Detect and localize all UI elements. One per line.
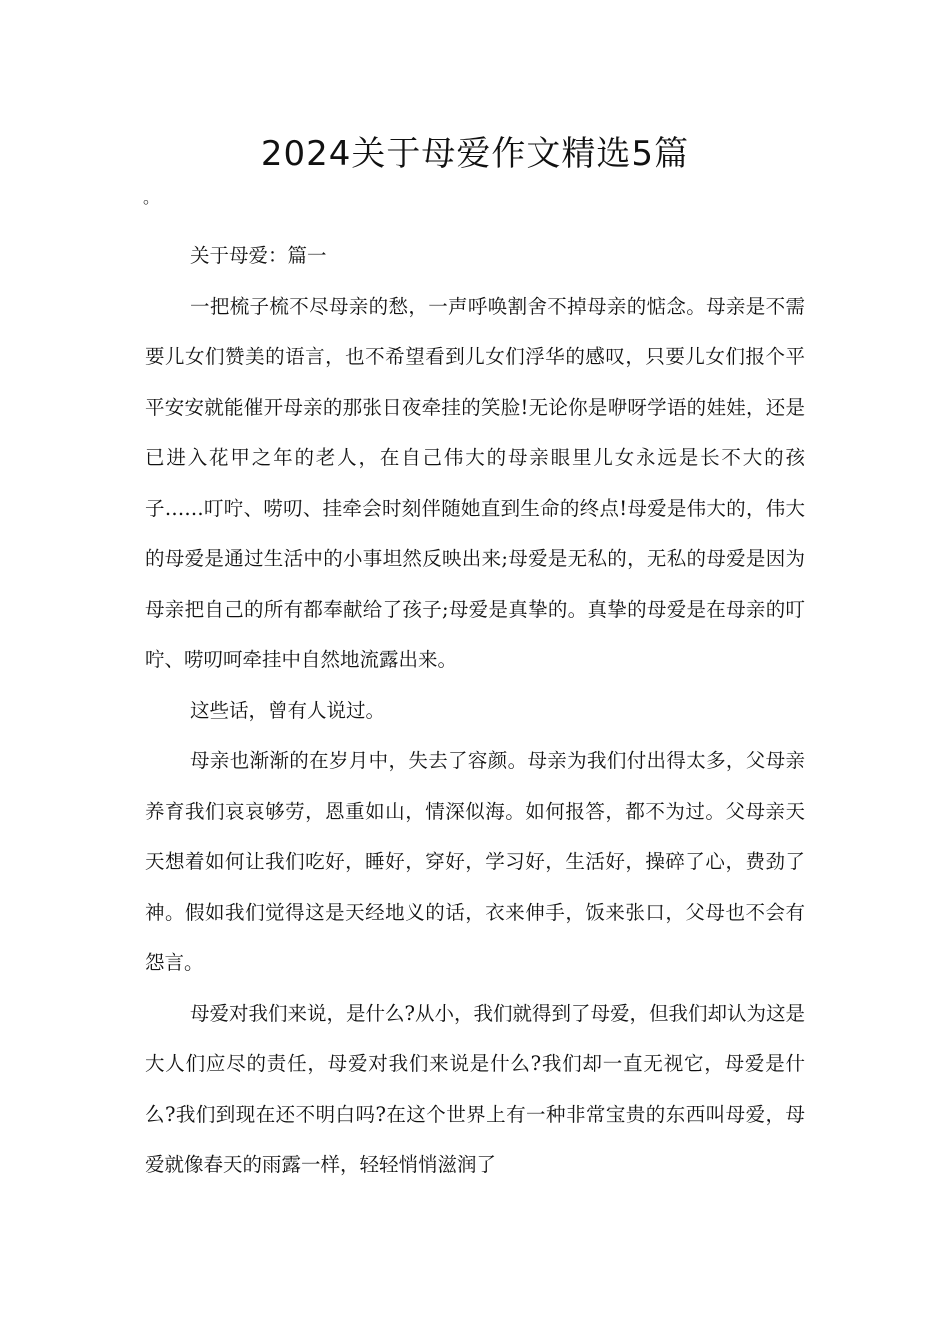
paragraph: 母爱对我们来说，是什么?从小，我们就得到了母爱，但我们却认为这是大人们应尽的责任，母爱对我们来说是什么?我们却一直无视它，母爱是什么?我们到现在还不明白吗?在这个世界上有一种非常宝贵的东西叫母爱，母爱就像春天的雨露一样，轻轻悄悄滋润了 <box>145 1001 805 1176</box>
paragraph: 母亲也渐渐的在岁月中，失去了容颜。母亲为我们付出得太多，父母亲养育我们哀哀够劳，恩重如山，情深似海。如何报答，都不为过。父母亲天天想着如何让我们吃好，睡好，穿好，学习好，生活好，操碎了心，费劲了神。假如我们觉得这是天经地义的话，衣来伸手，饭来张口，父母也不会有怨言。 <box>145 749 805 974</box>
document-title: 2024关于母爱作文精选5篇 <box>260 134 690 174</box>
paragraph: 这些话，曾有人说过。 <box>190 698 386 722</box>
paragraph: 一把梳子梳不尽母亲的愁，一声呼唤割舍不掉母亲的惦念。母亲是不需要儿女们赞美的语言，也不希望看到儿女们浮华的感叹，只要儿女们报个平平安安就能催开母亲的那张日夜牵挂的笑脸!无论你是咿呀学语的娃娃，还是已进入花甲之年的老人，在自己伟大的母亲眼里儿女永远是长不大的孩子……叮咛、唠叨、挂牵会时刻伴随她直到生命的终点!母爱是伟大的，伟大的母爱是通过生活中的小事坦然反映出来;母爱是无私的，无私的母爱是因为母亲把自己的所有都奉献给了孩子;母爱是真挚的。真挚的母爱是在母亲的叮咛、唠叨呵牵挂中自然地流露出来。 <box>145 294 805 671</box>
leading-mark: 。 <box>143 188 160 207</box>
section-heading: 关于母爱：篇一 <box>190 244 327 267</box>
document-body <box>145 231 805 1191</box>
